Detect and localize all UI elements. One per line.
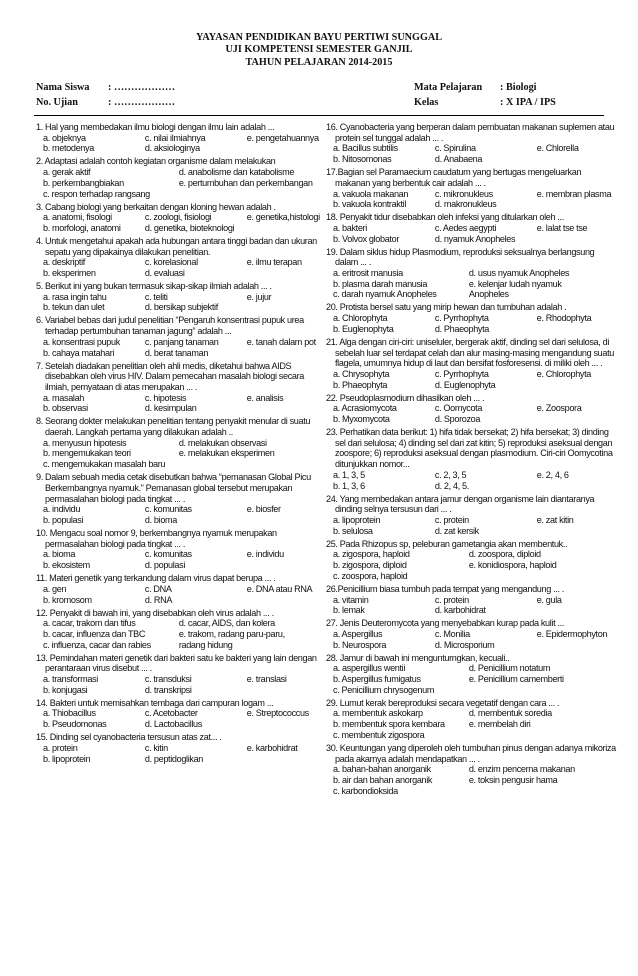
answer-option[interactable]: e. pertumbuhan dan perkembangan (178, 177, 313, 188)
question-stem: 7. Setelah diadakan penelitian oleh ahli medis, diketahui bahwa AIDS disebabkan oleh virus HIV. Dalam pemecahan masalah biologi secara ilmiah, pernyataan di atas merupakan ... . (36, 360, 304, 392)
answer-option[interactable]: d. RNA (144, 594, 173, 605)
answer-option[interactable]: a. menyusun hipotesis (43, 437, 127, 448)
option-row (326, 234, 616, 245)
option-row (36, 292, 326, 303)
question-item (36, 361, 326, 415)
answer-option[interactable]: d. 2, 4, 5. (434, 480, 469, 491)
answer-option[interactable]: e. kelenjar ludah nyamuk (468, 278, 562, 289)
school-name: YAYASAN PENDIDIKAN BAYU PERTIWI SUNGGAL (195, 32, 443, 43)
answer-option[interactable]: d. populasi (144, 560, 186, 571)
question-item (326, 337, 616, 391)
answer-option[interactable]: a. gen (43, 583, 67, 594)
question-item (36, 608, 326, 651)
question-item (326, 247, 616, 301)
option-row (36, 393, 326, 404)
answer-option[interactable]: e. Chlorella (536, 143, 579, 154)
answer-option[interactable]: b. Nitosomonas (333, 154, 392, 165)
student-info (36, 80, 175, 110)
question-stem: 10. Mengacu soal nomor 9, berkembangnya nyamuk merupakan permasalahan biologi pada tingkat ... . (36, 527, 277, 549)
answer-option[interactable]: c. Pyrrhophyta (434, 313, 489, 324)
answer-option[interactable]: c. respon terhadap rangsang (43, 188, 150, 199)
answer-option[interactable]: a. gerak aktif (43, 167, 91, 178)
answer-option[interactable]: b. Aspergillus fumigatus (333, 674, 421, 685)
question-item (36, 732, 326, 764)
option-row (326, 605, 616, 616)
answer-option[interactable]: c. DNA (144, 583, 172, 594)
question-item (36, 236, 326, 279)
answer-option[interactable]: d. makronukleus (434, 199, 497, 210)
question-stem: 9. Dalam sebuah media cetak disebutkan bahwa “pemanasan Global Picu Berkembangnya nyamuk.” Pemanasan global tersebut merupakan permasalahan biologi pada tingkat ... . (36, 472, 311, 504)
question-item (326, 584, 616, 616)
answer-option[interactable]: e. karbohidrat (246, 742, 298, 753)
answer-option[interactable]: c. Penicillium chrysogenum (333, 684, 435, 695)
answer-option[interactable]: b. zigospora, diploid (333, 560, 407, 571)
answer-option[interactable]: d. nyamuk Anopheles (434, 233, 516, 244)
answer-option[interactable]: b. Euglenophyta (333, 323, 394, 334)
answer-option[interactable]: d. zoospora, diploid (468, 549, 541, 560)
question-item (36, 528, 326, 571)
question-item (36, 472, 326, 526)
option-row (326, 764, 616, 775)
question-item (36, 202, 326, 234)
answer-option[interactable]: a. anatomi, fisologi (43, 212, 112, 223)
option-row (326, 595, 616, 606)
option-row (36, 595, 326, 606)
answer-option[interactable]: c. 2, 3, 5 (434, 469, 467, 480)
answer-option[interactable]: a. Chrysophyta (333, 368, 390, 379)
option-row (36, 618, 326, 629)
answer-option[interactable]: b. lipoprotein (43, 753, 91, 764)
option-row (326, 560, 616, 571)
answer-option[interactable]: e. Penicillium camemberti (468, 674, 564, 685)
answer-option[interactable]: d. Euglenophyta (434, 379, 496, 390)
answer-option[interactable]: e. Rhodophyta (536, 313, 592, 324)
class-value: : X IPA / IPS (500, 97, 556, 108)
option-row (36, 719, 326, 730)
option-row (36, 448, 326, 459)
header-divider (34, 115, 604, 116)
option-row (36, 133, 326, 144)
answer-option[interactable]: e. analisis (246, 392, 284, 403)
answer-option[interactable]: b. Volvox globator (333, 233, 399, 244)
question-item (36, 315, 326, 358)
answer-option[interactable]: d. Lactobacillus (144, 719, 202, 730)
question-stem: 30. Keuntungan yang diperoleh oleh tumbuhan pinus dengan adanya mikoriza pada akarnya adalah mendapatkan ... . (326, 742, 616, 764)
question-item (36, 281, 326, 313)
answer-option[interactable]: d. cacar, AIDS, dan kolera (178, 618, 275, 629)
answer-option[interactable]: b. kromosom (43, 594, 92, 605)
answer-option[interactable]: a. Bacillus subtilis (333, 143, 398, 154)
option-row (326, 154, 616, 165)
option-row (326, 719, 616, 730)
answer-option[interactable]: c. Pyrrhophyta (434, 368, 489, 379)
option-row (36, 754, 326, 765)
answer-option[interactable]: b. metodenya (43, 143, 94, 154)
question-item (326, 302, 616, 334)
answer-option[interactable]: e. toksin pengusir hama (468, 774, 558, 785)
answer-option[interactable]: e. jujur (246, 291, 272, 302)
option-row (326, 313, 616, 324)
option-row (326, 481, 616, 492)
option-row (36, 348, 326, 359)
option-row (36, 257, 326, 268)
answer-option[interactable]: b. perkembangbiakan (43, 177, 124, 188)
question-stem: 28. Jamur di bawah ini mengunturngkan, kecuali.. (326, 652, 510, 663)
answer-option[interactable]: e. translasi (246, 674, 287, 685)
answer-option[interactable]: b. konjugasi (43, 684, 88, 695)
option-row (326, 369, 616, 380)
question-stem: 6. Variabel bebas dari judul penelitian “Pengaruh konsentrasi pupuk urea terhadap pertumbuhan tanaman jagung” adalah ... (36, 315, 304, 337)
answer-option[interactable]: b. populasi (43, 514, 84, 525)
option-row (36, 674, 326, 685)
question-stem: 13. Pemindahan materi genetik dari bakteri satu ke bakteri yang lain dengan perantaraan virus disebut ... . (36, 652, 317, 674)
question-stem: 25. Pada Rhizopus sp, peleburan gametangia akan membentuk.. (326, 538, 568, 549)
option-row (36, 167, 326, 178)
option-row (36, 560, 326, 571)
student-name-field[interactable]: : ……………… (108, 82, 176, 93)
question-item (326, 743, 616, 797)
answer-option[interactable]: a. bakteri (333, 222, 367, 233)
option-row (326, 526, 616, 537)
answer-option[interactable]: b. mengemukakan teori (43, 448, 131, 459)
answer-option[interactable]: d. karbohidrat (434, 605, 486, 616)
class-label: Kelas (414, 97, 439, 108)
option-row (326, 549, 616, 560)
question-stem: 15. Dinding sel cyanobacteria tersusun atas zat... . (36, 732, 222, 743)
answer-option[interactable]: c. komunitas (144, 549, 192, 560)
answer-option[interactable]: e. Zoospora (536, 403, 582, 414)
answer-option[interactable]: b. air dan bahan anorganik (333, 774, 433, 785)
answer-option[interactable]: a. lipoprotein (333, 514, 381, 525)
question-item (36, 156, 326, 199)
student-name-label: Nama Siswa (36, 82, 90, 93)
answer-option[interactable]: d. berat tanaman (144, 347, 209, 358)
answer-option[interactable]: d. bersikap subjektif (144, 302, 218, 313)
option-row (326, 515, 616, 526)
answer-option[interactable]: a. masalah (43, 392, 84, 403)
subject-info (414, 80, 556, 110)
answer-option[interactable]: b. membentuk spora kembara (333, 719, 445, 730)
answer-option[interactable]: c. korelasional (144, 257, 198, 268)
answer-option[interactable]: a. vakuola makanan (333, 188, 409, 199)
option-row (326, 674, 616, 685)
option-row (36, 685, 326, 696)
exam-number-field[interactable]: : ……………… (108, 97, 176, 108)
option-row (326, 380, 616, 391)
answer-option[interactable]: c. Spirulina (434, 143, 476, 154)
option-row (326, 279, 616, 290)
answer-option[interactable]: e. zat kitin (536, 514, 574, 525)
question-item (36, 122, 326, 154)
option-row (326, 663, 616, 674)
answer-option[interactable]: e. DNA atau RNA (246, 583, 313, 594)
answer-option[interactable]: b. eksperimen (43, 268, 96, 279)
option-row (36, 708, 326, 719)
answer-option[interactable]: a. objeknya (43, 132, 86, 143)
answer-option[interactable]: e. Streptococcus (246, 708, 309, 719)
answer-option[interactable]: a. membentuk askokarp (333, 708, 423, 719)
answer-option[interactable]: c. zoospora, haploid (333, 570, 408, 581)
question-item (326, 494, 616, 537)
answer-option[interactable]: c. mikronukleus (434, 188, 493, 199)
answer-option[interactable]: c. Acetobacter (144, 708, 198, 719)
answer-option[interactable]: a. Chlorophyta (333, 313, 388, 324)
subject-value: : Biologi (500, 82, 537, 93)
option-row (326, 289, 616, 300)
answer-option[interactable]: e. ilmu terapan (246, 257, 302, 268)
option-row (326, 324, 616, 335)
academic-year: TAHUN PELAJARAN 2014-2015 (245, 56, 393, 68)
option-row (326, 470, 616, 481)
option-row (36, 584, 326, 595)
question-item (326, 653, 616, 696)
answer-option[interactable]: d. bioma (144, 514, 177, 525)
option-row (36, 302, 326, 313)
question-stem: 2. Adaptasi adalah contoh kegiatan organisme dalam melakukan (36, 156, 276, 167)
answer-option[interactable]: d. kesimpulan (144, 403, 197, 414)
question-stem: 27. Jenis Deuteromycota yang menyebabkan kurap pada kulit ... (326, 618, 564, 629)
question-stem: 29. Lumut kerak bereproduksi secara vegetatif dengan cara ... . (326, 697, 560, 708)
answer-option[interactable]: b. 1, 3, 6 (333, 480, 365, 491)
answer-option[interactable]: d. Anabaena (434, 154, 483, 165)
question-item (326, 393, 616, 425)
option-row (36, 268, 326, 279)
answer-option[interactable]: c. Monilia (434, 628, 470, 639)
answer-option[interactable]: e. 2, 4, 6 (536, 469, 569, 480)
question-stem: 11. Materi genetik yang terkandung dalam virus dapat berupa ... . (36, 573, 276, 584)
option-row (326, 199, 616, 210)
answer-option[interactable]: e. individu (246, 549, 284, 560)
question-item (36, 653, 326, 696)
answer-option[interactable]: a. konsentrasi pupuk (43, 336, 120, 347)
answer-option[interactable]: d. usus nyamuk Anopheles (468, 268, 570, 279)
answer-option[interactable]: c. nilai ilmiahnya (144, 132, 206, 143)
option-row (326, 775, 616, 786)
question-stem: 14. Bakteri untuk memisahkan tembaga dari campuran logam ... (36, 697, 274, 708)
answer-option[interactable]: c. Oomycota (434, 403, 483, 414)
answer-option[interactable]: c. kitin (144, 742, 168, 753)
question-item (36, 573, 326, 605)
answer-option[interactable]: c. influenza, cacar dan rabies (43, 639, 151, 650)
question-item (326, 167, 616, 210)
answer-option[interactable]: e. biosfer (246, 504, 281, 515)
option-row (36, 515, 326, 526)
answer-option[interactable]: a. cacar, trakom dan tifus (43, 618, 136, 629)
answer-option[interactable]: a. Aspergillus (333, 628, 383, 639)
option-row (36, 212, 326, 223)
answer-option[interactable]: b. cacar, influenza dan TBC (43, 628, 146, 639)
question-stem: 23. Perhatikan data berikut: 1) hifa tidak bersekat; 2) hifa bersekat; 3) dinding sel dari selulosa; 4) dinding sel dari zat kitin; 5) reproduksi aseksual dengan zoospore; 6) reproduksi aseksual dengan plasmodium. Ciri-ciri Oomycotina ditunjukkan nomor... (326, 427, 613, 470)
answer-option[interactable]: b. ekosistem (43, 560, 90, 571)
answer-option[interactable]: d. transkripsi (144, 684, 192, 695)
question-stem: 16. Cyanobacteria yang berperan dalam pembuatan makanan suplemen atau protein sel tunggal adalah ... . (326, 122, 615, 143)
answer-option[interactable]: c. Aedes aegypti (434, 222, 497, 233)
answer-option[interactable]: a. vitamin (333, 594, 369, 605)
answer-option[interactable]: e. melakukan eksperimen (178, 448, 275, 459)
answer-option[interactable]: b. observasi (43, 403, 88, 414)
option-row (36, 629, 326, 640)
answer-option[interactable]: e. membran plasma (536, 188, 612, 199)
answer-option[interactable]: radang hidung (178, 639, 233, 650)
option-row (36, 143, 326, 154)
answer-option[interactable]: d. evaluasi (144, 268, 185, 279)
option-row (326, 640, 616, 651)
question-stem: 26.Penicillium biasa tumbuh pada tempat yang mengandung ... . (326, 583, 564, 594)
option-row (326, 223, 616, 234)
answer-option[interactable]: b. plasma darah manusia (333, 278, 428, 289)
option-row (36, 438, 326, 449)
answer-option[interactable]: a. Thiobacillus (43, 708, 96, 719)
answer-option[interactable]: e. pengetahuannya (246, 132, 319, 143)
answer-option[interactable]: d. Sporozoa (434, 414, 481, 425)
answer-option[interactable]: c. teliti (144, 291, 168, 302)
option-row (326, 629, 616, 640)
answer-option[interactable]: a. deskriptif (43, 257, 85, 268)
answer-option[interactable]: b. Phaeophyta (333, 379, 388, 390)
answer-option[interactable]: b. morfologi, anatomi (43, 222, 121, 233)
exam-title: UJI KOMPETENSI SEMESTER GANJIL (225, 44, 413, 56)
question-stem: 18. Penyakit tidur disebabkan oleh infeksi yang ditularkan oleh ... (326, 212, 564, 223)
answer-option[interactable]: a. eritrosit manusia (333, 268, 403, 279)
answer-option[interactable]: e. tanah dalam pot (246, 336, 316, 347)
answer-option[interactable]: c. panjang tanaman (144, 336, 219, 347)
answer-option[interactable]: c. hipotesis (144, 392, 187, 403)
answer-option[interactable]: d. Microsporium (434, 639, 495, 650)
exam-header (0, 32, 638, 69)
question-stem: 24. Yang membedakan antara jamur dengan organisme lain diantaranya dinding selnya tersusun dari ... . (326, 493, 595, 515)
answer-option[interactable]: a. Acrasiomycota (333, 403, 397, 414)
question-stem: 22. Pseudoplasmodium dihasilkan oleh ... . (326, 392, 485, 403)
answer-option[interactable]: c. darah nyamuk Anopheles (333, 289, 437, 300)
answer-option[interactable]: b. selulosa (333, 525, 373, 536)
answer-option[interactable]: a. rasa ingin tahu (43, 291, 107, 302)
exam-number-label: No. Ujian (36, 97, 78, 108)
answer-option[interactable]: c. komunitas (144, 504, 192, 515)
question-stem: 21. Alga dengan ciri-ciri: uniseluler, bergerak aktif, dinding sel dari selulosa, di sebelah luar sel terdapat celah dan alur masing-masing mengandung suatu flagela, umumnya hidup di laut dan bersifat fosforesensi. di miliki oleh ... . (326, 336, 614, 369)
option-row (36, 337, 326, 348)
answer-option[interactable]: d. zat kersik (434, 525, 479, 536)
question-stem: 5. Berikut ini yang bukan termasuk sikap-sikap ilmiah adalah ... . (36, 281, 272, 292)
answer-option[interactable]: d. peptidoglikan (144, 753, 203, 764)
answer-option[interactable]: d. Penicillium notatum (468, 663, 551, 674)
question-stem: 1. Hal yang membedakan ilmu biologi dengan ilmu lain adalah ... (36, 122, 275, 132)
answer-option[interactable]: d. enzim pencerna makanan (468, 764, 575, 775)
option-row (326, 708, 616, 719)
option-row (326, 268, 616, 279)
answer-option[interactable]: b. cahaya matahari (43, 347, 115, 358)
question-stem: 3. Cabang biologi yang berkaitan dengan kloning hewan adalah . (36, 201, 276, 212)
answer-option[interactable]: b. tekun dan ulet (43, 302, 105, 313)
answer-option[interactable]: c. transduksi (144, 674, 192, 685)
answer-option[interactable]: c. zoologi, fisiologi (144, 212, 212, 223)
option-row (326, 403, 616, 414)
answer-option[interactable]: a. aspergillus wentii (333, 663, 406, 674)
question-item (326, 539, 616, 582)
answer-option[interactable]: c. karbondioksida (333, 785, 398, 796)
answer-option[interactable]: a. zigospora, haploid (333, 549, 410, 560)
option-row (326, 414, 616, 425)
answer-option[interactable]: a. 1, 3, 5 (333, 469, 365, 480)
answer-option[interactable]: a. bioma (43, 549, 76, 560)
option-row (36, 640, 326, 651)
question-item (36, 698, 326, 730)
answer-option[interactable]: b. Pseudomonas (43, 719, 107, 730)
answer-option[interactable]: b. Myxomycota (333, 414, 390, 425)
answer-option[interactable]: e. membelah diri (468, 719, 531, 730)
question-stem: 19. Dalam siklus hidup Plasmodium, reproduksi seksualnya berlangsung dalam ... . (326, 246, 595, 268)
question-item (326, 122, 616, 165)
question-item (326, 698, 616, 741)
questions-column-left (36, 122, 326, 767)
option-row (36, 504, 326, 515)
answer-option[interactable]: e. trakom, radang paru-paru, (178, 628, 285, 639)
answer-option[interactable]: a. protein (43, 742, 78, 753)
option-row (36, 178, 326, 189)
question-item (326, 618, 616, 650)
answer-option[interactable]: b. Neurospora (333, 639, 387, 650)
answer-option[interactable]: d. aksiologinya (144, 143, 200, 154)
subject-label: Mata Pelajaran (414, 82, 483, 93)
answer-option[interactable]: e. Epidermophyton (536, 628, 608, 639)
answer-option[interactable]: a. individu (43, 504, 81, 515)
option-row (36, 549, 326, 560)
answer-option[interactable]: b. vakuola kontraktil (333, 199, 407, 210)
question-item (36, 416, 326, 470)
question-item (326, 427, 616, 491)
answer-option[interactable]: a. transformasi (43, 674, 98, 685)
question-stem: 20. Protista bersel satu yang mirip hewan dan tumbuhan adalah . (326, 302, 567, 313)
option-row (36, 743, 326, 754)
question-stem: 17.Bagian sel Paramaecium caudatum yang bertugas mengeluarkan makanan yang berbentuk cair adalah ... . (326, 167, 582, 188)
answer-option[interactable]: e. genetika,histologi (246, 212, 320, 223)
questions-column-right (326, 122, 616, 799)
answer-option[interactable]: d. anabolisme dan katabolisme (178, 167, 295, 178)
answer-option[interactable]: e. lalat tse tse (536, 222, 588, 233)
option-row (326, 189, 616, 200)
question-stem: 12. Penyakit di bawah ini, yang disebabkan oleh virus adalah ... . (36, 607, 274, 618)
question-stem: 8. Seorang dokter melakukan penelitian tentang penyakit menular di suatu daerah. Langkah pertama yang dilakukan adalah .. (36, 416, 311, 438)
option-row (326, 143, 616, 154)
answer-option[interactable]: b. lemak (333, 605, 365, 616)
question-item (326, 212, 616, 244)
answer-option[interactable]: e. Chlorophyta (536, 368, 591, 379)
answer-option[interactable]: c. protein (434, 514, 469, 525)
answer-option[interactable]: d. melakukan observasi (178, 437, 267, 448)
answer-option[interactable]: e. konidiospora, haploid (468, 560, 557, 571)
option-row (36, 223, 326, 234)
answer-option[interactable]: c. membentuk zigospora (333, 729, 425, 740)
option-row (36, 403, 326, 414)
question-stem: 4. Untuk mengetahui apakah ada hubungan antara tinggi badan dan ukuran sepatu yang dipakainya dilakukan penelitian. (36, 235, 317, 257)
answer-option[interactable]: e. gula (536, 594, 562, 605)
answer-option[interactable]: d. genetika, bioteknologi (144, 222, 235, 233)
answer-option[interactable]: c. protein (434, 594, 469, 605)
answer-option[interactable]: c. mengemukakan masalah baru (43, 459, 166, 470)
answer-option[interactable]: Anopheles (468, 289, 509, 300)
answer-option[interactable]: d. Phaeophyta (434, 323, 489, 334)
answer-option[interactable]: a. bahan-bahan anorganik (333, 764, 431, 775)
answer-option[interactable]: d. membentuk soredia (468, 708, 552, 719)
